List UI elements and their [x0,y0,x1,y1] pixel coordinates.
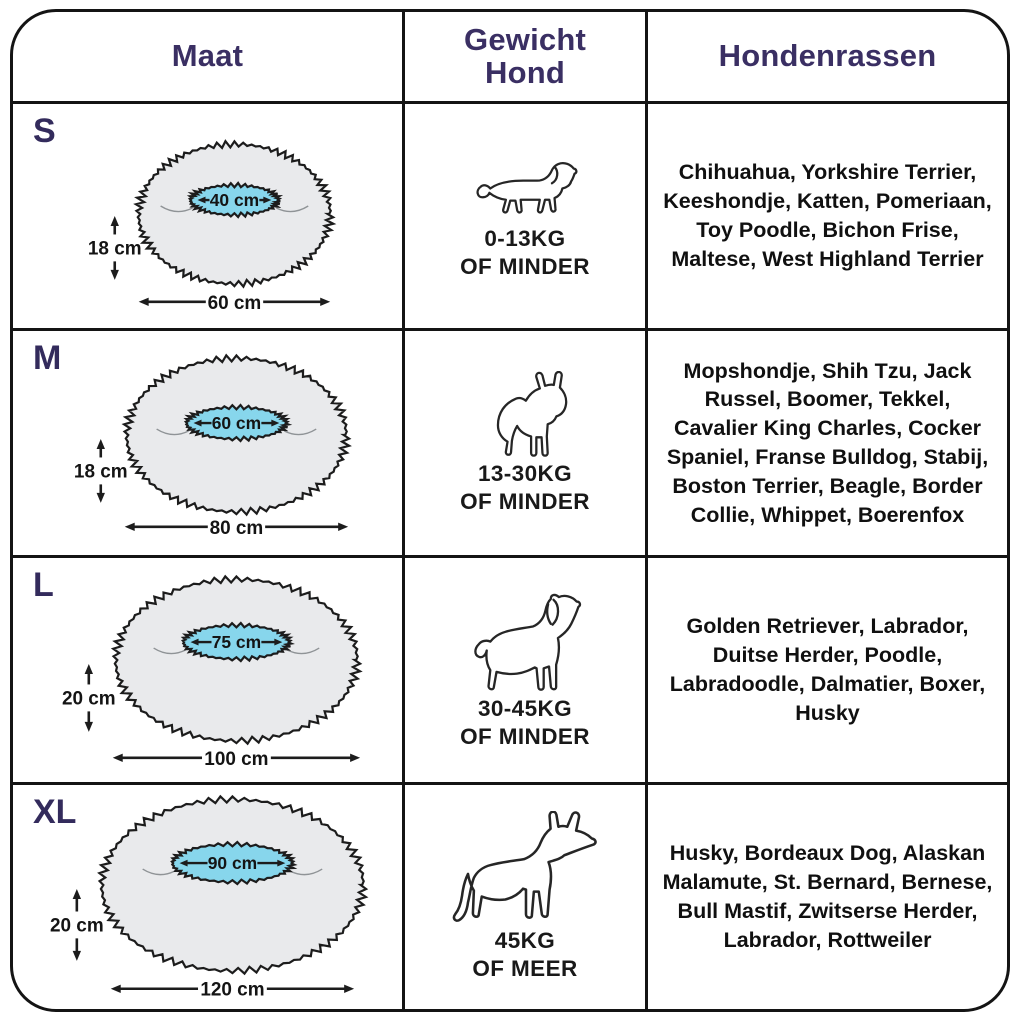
weight-qualifier: OF MINDER [460,488,590,514]
weight-qualifier: OF MEER [472,956,578,981]
dog-bed-top-view-diagram [13,558,402,782]
spaniel-dog-icon [467,590,583,695]
bed-cell-xl [13,785,405,1009]
svg-text:20 cm: 20 cm [49,915,104,937]
size-letter: XL [33,793,77,831]
bed-cell-m [13,331,405,555]
weight-cell-l [405,558,648,782]
svg-text:18 cm: 18 cm [87,238,142,260]
weight-cell-s [405,104,648,328]
weight-cell-m [405,331,648,555]
svg-text:120 cm: 120 cm [200,979,265,1001]
size-chart-table [10,9,1010,1012]
breeds-cell-l [648,558,1007,782]
header-label-maat: Maat [171,38,244,74]
size-letter: S [33,112,56,150]
svg-text:100 cm: 100 cm [204,748,269,770]
size-row-l [13,558,1007,785]
bed-cell-l [13,558,405,782]
svg-text:18 cm: 18 cm [73,461,128,483]
svg-text:80 cm: 80 cm [209,517,264,539]
breed-list: Mopshondje, Shih Tzu, Jack Russel, Boomer, Tekkel, Cavalier King Charles, Cocker Spaniel, Franse Bulldog, Stabij, Boston Terrier, Beagle, Border Collie, Whippet, Boerenfox [666,358,989,527]
breed-list: Husky, Bordeaux Dog, Alaskan Malamute, St. Bernard, Bernese, Bull Mastif, Zwitserse Herder, Labrador, Rottweiler [662,841,993,952]
weight-range: 30-45KG [477,695,573,721]
header-label-gewicht-hond: Gewicht Hond [464,21,586,90]
size-row-m [13,331,1007,558]
weight-range: 13-30KG [477,460,573,486]
size-row-s [13,104,1007,331]
svg-text:60 cm: 60 cm [211,413,262,434]
size-letter: M [33,339,62,377]
size-row-xl [13,785,1007,1009]
weight-qualifier: OF MINDER [460,253,590,279]
weight-qualifier: OF MINDER [460,723,590,749]
svg-text:90 cm: 90 cm [207,853,258,874]
german-shepherd-dog-icon [450,811,600,927]
dog-bed-top-view-diagram [13,104,402,328]
svg-text:60 cm: 60 cm [207,292,262,314]
svg-text:75 cm: 75 cm [211,632,262,653]
weight-cell-xl [405,785,648,1009]
header-label-hondenrassen: Hondenrassen [718,38,937,74]
weight-range: 45KG [494,928,556,954]
breeds-cell-s [648,104,1007,328]
weight-label [460,695,590,751]
svg-text:20 cm: 20 cm [61,688,116,710]
header-cell-gewicht-hond [405,12,648,101]
header-row [13,12,1007,104]
dachshund-dog-icon [464,152,586,225]
weight-label [460,460,590,516]
header-cell-hondenrassen [648,12,1007,101]
svg-text:40 cm: 40 cm [209,190,260,211]
weight-label [472,927,577,983]
dog-bed-top-view-diagram [13,331,402,555]
breed-list: Chihuahua, Yorkshire Terrier, Keeshondje, Katten, Pomeriaan, Toy Poodle, Bichon Frise, Maltese, West Highland Terrier [663,160,992,271]
french-bulldog-dog-icon [477,371,573,460]
weight-label [460,225,590,281]
size-letter: L [33,566,54,604]
breed-list: Golden Retriever, Labrador, Duitse Herder, Poodle, Labradoodle, Dalmatier, Boxer, Husky [669,614,986,725]
header-cell-maat [13,12,405,101]
breeds-cell-xl [648,785,1007,1009]
breeds-cell-m [648,331,1007,555]
weight-range: 0-13KG [484,225,566,251]
bed-cell-s [13,104,405,328]
